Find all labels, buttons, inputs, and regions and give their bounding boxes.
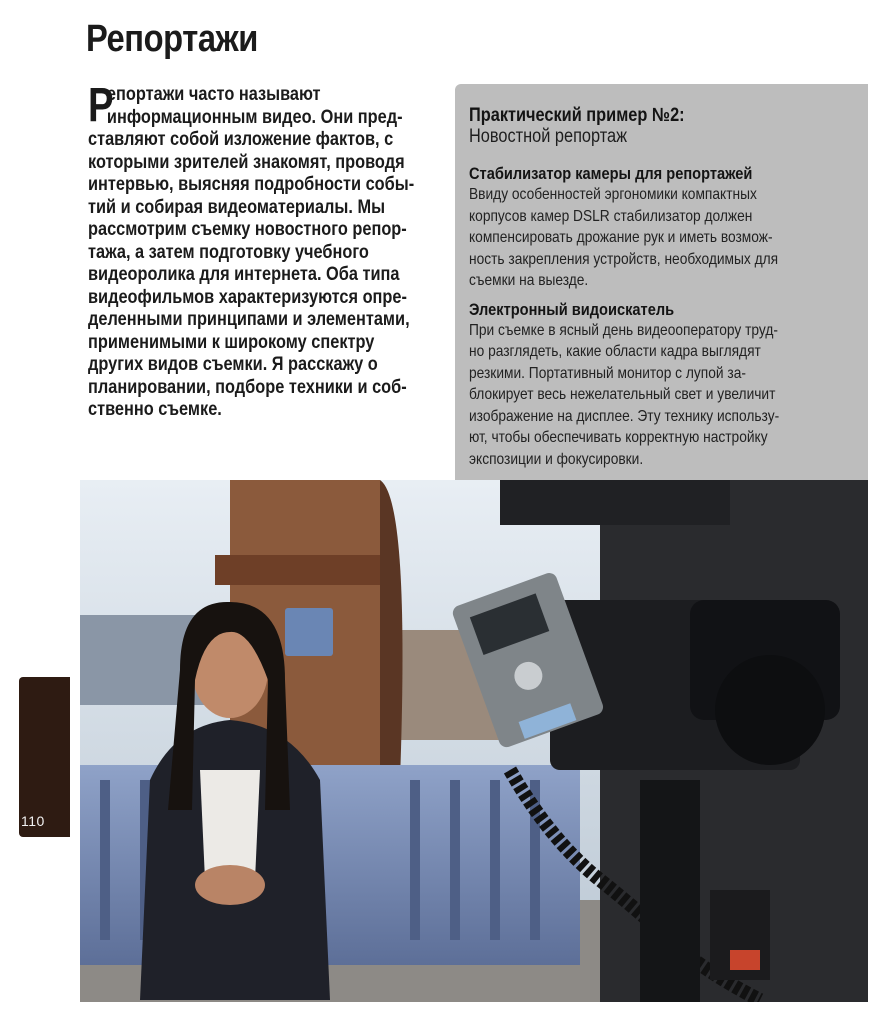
sidebar-line: ность закрепления устройств, необходимых для [469, 250, 779, 268]
intro-line: интервью, выясняя подробности собы- [88, 174, 415, 195]
section-heading-stabilizer: Стабилизатор камеры для репортажей [469, 164, 753, 183]
sidebar-subtitle: Новостной репортаж [469, 126, 628, 147]
sidebar-line: экспозиции и фокусировки. [469, 450, 644, 468]
sidebar-line: При съемке в ясный день видеооператору труд- [469, 321, 778, 339]
intro-line: ставляют собой изложение фактов, с [88, 129, 394, 150]
intro-line: видеоролика для интернета. Оба типа [88, 264, 400, 285]
intro-line: деленными принципами и элементами, [88, 309, 410, 330]
sidebar-line: изображение на дисплее. Эту технику использу- [469, 407, 780, 425]
intro-line: епортажи часто называют [106, 84, 321, 105]
sidebar-line: Ввиду особенностей эргономики компактных [469, 186, 757, 203]
sidebar-line: блокирует весь нежелательный свет и увеличит [469, 386, 776, 403]
intro-line: тажа, а затем подготовку учебного [88, 241, 369, 263]
intro-line: тий и собирая видеоматериалы. Мы [88, 196, 386, 218]
intro-paragraph [88, 79, 432, 422]
sidebar-line: резкими. Портативный монитор с лупой за- [469, 364, 746, 382]
intro-line: планировании, подборе техники и соб- [88, 376, 407, 398]
page-title: Репортажи [86, 18, 258, 60]
sidebar-title: Практический пример №2: [469, 105, 685, 126]
section-text-viewfinder [469, 320, 865, 471]
intro-line: информационным видео. Они пред- [106, 106, 403, 128]
sidebar-line: но разглядеть, какие области кадра выглядят [469, 343, 761, 360]
intro-line: ственно съемке. [88, 399, 222, 420]
sidebar-line: корпусов камер DSLR стабилизатор должен [469, 207, 753, 225]
drop-cap: Р [88, 79, 114, 132]
intro-line: других видов съемки. Я расскажу о [88, 354, 378, 375]
section-text-stabilizer [469, 184, 865, 292]
sidebar-line: компенсировать дрожание рук и иметь возмож- [469, 229, 773, 246]
photo-illustration [80, 480, 868, 1002]
sidebar-line: съемки на выезде. [469, 272, 589, 289]
intro-line: применимыми к широкому спектру [88, 331, 375, 353]
photo-news-interview [80, 480, 868, 1002]
sidebar-line: ют, чтобы обеспечивать корректную настройку [469, 429, 768, 446]
intro-line: которыми зрителей знакомят, проводя [88, 151, 405, 173]
section-heading-viewfinder: Электронный видоискатель [469, 299, 675, 319]
case-study-sidebar [455, 84, 868, 480]
intro-line: видеофильмов характеризуются опре- [88, 286, 407, 308]
intro-line: рассмотрим съемку новостного репор- [88, 219, 407, 240]
page-number: 110 [21, 813, 45, 829]
